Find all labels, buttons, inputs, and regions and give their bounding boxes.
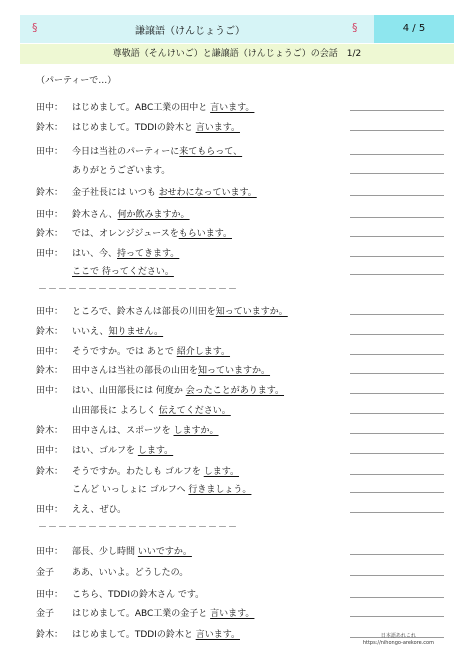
plain-text: はじめまして。TDDIの鈴木と (72, 123, 196, 133)
plain-text: はい、山田部長には 何度か (72, 386, 186, 396)
dialogue-text (72, 443, 173, 456)
dialogue-line (20, 462, 454, 480)
dialogue-line (20, 322, 454, 340)
answer-blank[interactable] (350, 154, 444, 155)
target-expression: 来てもらって、 (179, 147, 243, 157)
speaker-label: 田中： (36, 347, 64, 357)
dialogue-text (72, 502, 126, 515)
plain-text: では、オレンジジュースを (72, 229, 179, 239)
dialogue-text (72, 100, 254, 113)
section-mark-icon: § (352, 21, 358, 34)
dialogue-text (72, 264, 174, 277)
speaker-label: 鈴木： (36, 229, 64, 239)
answer-blank[interactable] (350, 195, 444, 196)
subtitle-bar: 尊敬語（そんけいご）と謙譲語（けんじょうご）の会話 1/2 (20, 44, 454, 64)
dialogue-line (20, 480, 454, 498)
plain-text: そうですか。では あとで (72, 347, 177, 357)
speaker-label: 鈴木： (36, 188, 64, 198)
dialogue-text (72, 144, 242, 157)
dialogue-text (72, 163, 170, 176)
target-expression: 知りません。 (108, 327, 164, 337)
speaker-label: 鈴木： (36, 467, 64, 477)
speaker-label: 鈴木： (36, 123, 64, 133)
plain-text: ああ、いいよ。どうしたの。 (72, 568, 189, 578)
target-expression: します。 (203, 467, 240, 477)
target-expression: おせわになっています。 (158, 188, 257, 198)
answer-blank[interactable] (350, 354, 444, 355)
answer-blank[interactable] (350, 474, 444, 475)
dialogue-line (20, 98, 454, 116)
speaker-label: 田中： (36, 307, 64, 317)
dialogue-text (72, 185, 257, 198)
answer-blank[interactable] (350, 274, 444, 275)
plain-text: こんど いっしょに ゴルフへ (72, 485, 189, 495)
target-expression: いいですか。 (137, 547, 192, 557)
dialogue-line (20, 161, 454, 179)
dialogue-line (20, 401, 454, 419)
target-expression: 言います。 (195, 123, 240, 133)
dialogue-line (20, 563, 454, 581)
dialogue-text (72, 246, 179, 259)
target-expression: 会ったことがあります。 (185, 386, 285, 396)
plain-text: はじめまして。ABC工業の金子と (72, 609, 211, 619)
page-title: 謙譲語（けんじょうご） (135, 26, 245, 37)
scene-intro: （パーティーで…） (36, 76, 117, 86)
dialogue-line (20, 500, 454, 518)
target-expression: ここで 待ってください。 (72, 267, 174, 277)
dialogue-text (72, 324, 163, 337)
plain-text: はじめまして。TDDIの鈴木と (72, 630, 196, 640)
section-divider: －－－－－－－－－－－－－－－－－－－－ (38, 523, 239, 533)
dialogue-line (20, 142, 454, 160)
answer-blank[interactable] (350, 173, 444, 174)
dialogue-text (72, 544, 192, 557)
answer-blank[interactable] (350, 236, 444, 237)
target-expression: しますか。 (173, 426, 219, 436)
speaker-label: 田中： (36, 547, 64, 557)
answer-blank[interactable] (350, 575, 444, 576)
target-expression: 知っていますか。 (198, 366, 271, 376)
answer-blank[interactable] (350, 314, 444, 315)
answer-blank[interactable] (350, 373, 444, 374)
speaker-label: 田中： (36, 210, 64, 220)
speaker-label: 田中： (36, 249, 64, 259)
plain-text: 金子社長には いつも (72, 188, 159, 198)
target-expression: 知っていますか。 (215, 307, 288, 317)
plain-text: 鈴木さん、 (72, 210, 118, 220)
dialogue-text (72, 344, 230, 357)
answer-blank[interactable] (350, 130, 444, 131)
dialogue-line (20, 421, 454, 439)
target-expression: 行きましょう。 (188, 485, 252, 495)
answer-blank[interactable] (350, 616, 444, 617)
dialogue-text (72, 363, 270, 376)
answer-blank[interactable] (350, 256, 444, 257)
target-expression: 言います。 (195, 630, 240, 640)
target-expression: 持ってきます。 (117, 249, 180, 259)
section-divider: －－－－－－－－－－－－－－－－－－－－ (38, 285, 239, 295)
answer-blank[interactable] (350, 217, 444, 218)
target-expression: 紹介します。 (176, 347, 231, 357)
speaker-label: 田中： (36, 147, 64, 157)
plain-text: はい、今、 (72, 249, 118, 259)
speaker-label: 田中： (36, 505, 64, 515)
section-mark-icon: § (32, 21, 38, 34)
answer-blank[interactable] (350, 413, 444, 414)
target-expression: もらいます。 (178, 229, 232, 239)
header-bar (20, 15, 454, 43)
target-expression: 言います。 (210, 103, 255, 113)
dialogue-line (20, 262, 454, 280)
answer-blank[interactable] (350, 393, 444, 394)
speaker-label: 田中： (36, 446, 64, 456)
target-expression: 言います。 (210, 609, 255, 619)
dialogue-line (20, 542, 454, 560)
dialogue-text (72, 423, 219, 436)
plain-text: 山田部長に よろしく (72, 406, 159, 416)
plain-text: 田中さんは当社の部長の山田を (72, 366, 199, 376)
plain-text: こちら、TDDIの鈴木さん です。 (72, 590, 205, 600)
dialogue-text (72, 226, 232, 239)
page-number: 4 / 5 (374, 15, 454, 43)
speaker-label: 金子 (36, 609, 55, 619)
plain-text: ありがとうございます。 (72, 166, 171, 176)
speaker-label: 田中： (36, 386, 64, 396)
dialogue-line (20, 381, 454, 399)
answer-blank[interactable] (350, 512, 444, 513)
dialogue-text (72, 383, 284, 396)
worksheet-page (20, 15, 454, 655)
target-expression: 何か飲みますか。 (117, 210, 190, 220)
dialogue-line (20, 205, 454, 223)
dialogue-text (72, 565, 188, 578)
plain-text: いいえ、 (72, 327, 109, 337)
footer (363, 633, 434, 647)
plain-text: 田中さんは、スポーツを (72, 426, 174, 436)
answer-blank[interactable] (350, 554, 444, 555)
target-expression: 伝えてください。 (158, 406, 231, 416)
dialogue-text (72, 606, 254, 619)
plain-text: そうですか。わたしも ゴルフを (72, 467, 204, 477)
dialogue-text (72, 304, 288, 317)
speaker-label: 田中： (36, 103, 64, 113)
plain-text: ところで、鈴木さんは部長の川田を (72, 307, 216, 317)
dialogue-line (20, 302, 454, 320)
plain-text: はじめまして。ABC工業の田中と (72, 103, 211, 113)
plain-text: 部長、少し時間 (72, 547, 138, 557)
dialogue-line (20, 441, 454, 459)
speaker-label: 鈴木： (36, 366, 64, 376)
speaker-label: 鈴木： (36, 630, 64, 640)
dialogue-text (72, 403, 231, 416)
dialogue-line (20, 361, 454, 379)
answer-blank[interactable] (350, 453, 444, 454)
dialogue-line (20, 604, 454, 622)
dialogue-text (72, 587, 204, 600)
speaker-label: 金子 (36, 568, 55, 578)
answer-blank[interactable] (350, 334, 444, 335)
speaker-label: 鈴木： (36, 327, 64, 337)
dialogue-text (72, 482, 251, 495)
dialogue-text (72, 627, 240, 640)
dialogue-line (20, 585, 454, 603)
footer-brand: 日本語あれこれ (380, 633, 416, 639)
dialogue-line (20, 244, 454, 262)
dialogue-line (20, 183, 454, 201)
answer-blank[interactable] (350, 597, 444, 598)
dialogue-text (72, 464, 239, 477)
speaker-label: 田中： (36, 590, 64, 600)
plain-text: はい、ゴルフを (72, 446, 138, 456)
dialogue-text (72, 120, 240, 133)
answer-blank[interactable] (350, 433, 444, 434)
plain-text: 今日は当社のパーティーに (72, 147, 180, 157)
target-expression: します。 (137, 446, 174, 456)
dialogue-line (20, 342, 454, 360)
answer-blank[interactable] (350, 492, 444, 493)
footer-url: https://nihongo-arekore.com (362, 640, 434, 646)
plain-text: ええ、ぜひ。 (72, 505, 127, 515)
speaker-label: 鈴木： (36, 426, 64, 436)
dialogue-text (72, 207, 190, 220)
dialogue-line (20, 118, 454, 136)
dialogue-line (20, 224, 454, 242)
answer-blank[interactable] (350, 110, 444, 111)
